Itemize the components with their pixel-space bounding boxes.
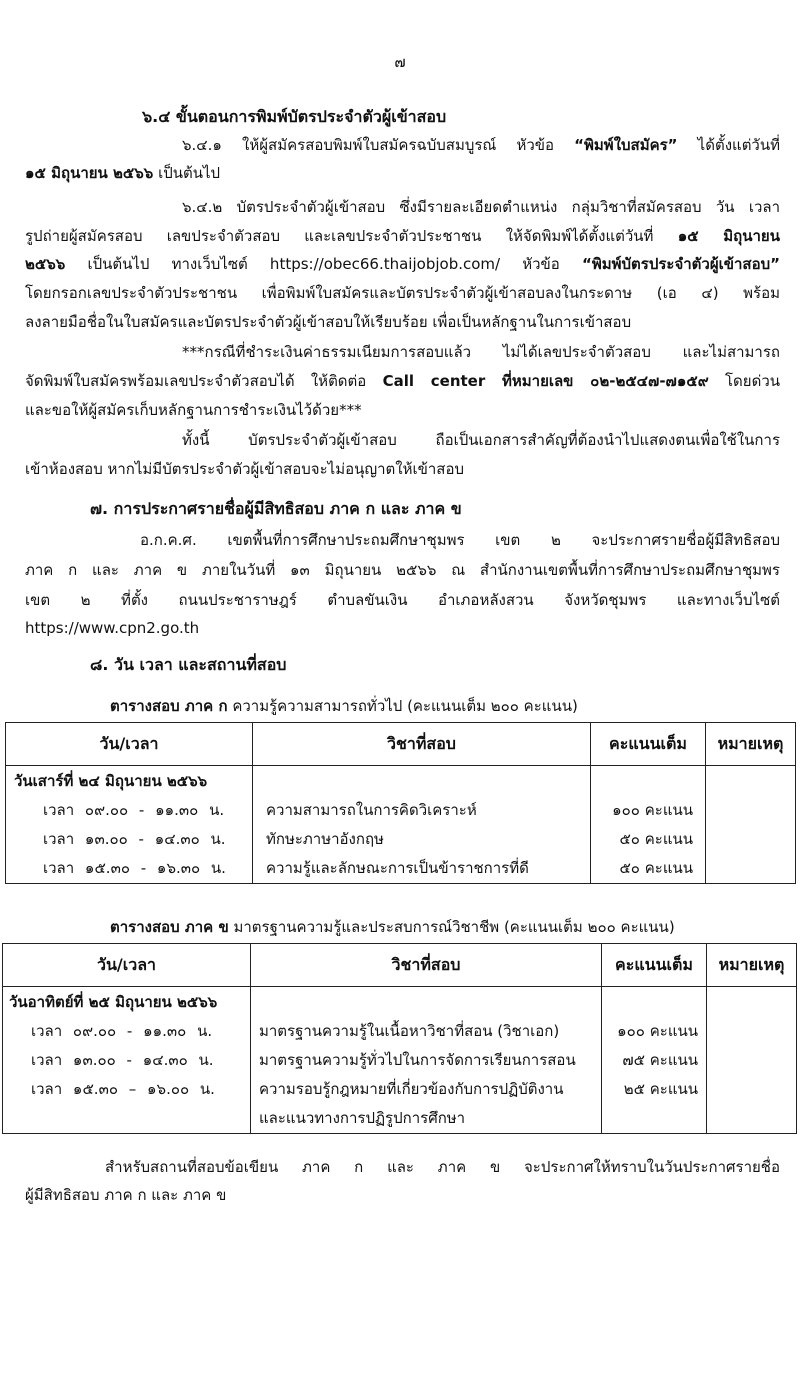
bold-text: “พิมพ์บัตรประจำตัวผู้เข้าสอบ” — [581, 255, 780, 273]
exam-subject: มาตรฐานความรู้ทั่วไปในการจัดการเรียนการสอน — [259, 1051, 576, 1069]
exam-score: ๕๐ คะแนน — [619, 830, 693, 848]
exam-date: วันเสาร์ที่ ๒๔ มิถุนายน ๒๕๖๖ — [14, 772, 208, 790]
exam-time: เวลา ๑๓.๐๐ - ๑๔.๓๐ น. — [31, 1051, 214, 1069]
exam-subject: มาตรฐานความรู้ในเนื้อหาวิชาที่สอน (วิชาเอก) — [259, 1022, 560, 1040]
paragraph-line — [25, 251, 780, 277]
paragraph-line: ภาค ก และ ภาค ข ภายในวันที่ ๑๓ มิถุนายน ๒๕๖๖ ณ สำนักงานเขตพื้นที่การศึกษาประถมศึกษาชุมพร — [25, 561, 780, 579]
date-time-cell — [3, 987, 251, 1134]
remarks-cell — [706, 766, 796, 884]
subject-cell — [253, 766, 591, 884]
exam-subject: ทักษะภาษาอังกฤษ — [266, 830, 384, 848]
table-row — [6, 766, 796, 884]
blank-line — [3, 1104, 250, 1133]
paragraph-line: ๖.๔.๒ บัตรประจำตัวผู้เข้าสอบ ซึ่งมีรายละเอียดตำแหน่ง กลุ่มวิชาที่สมัครสอบ วัน เวลา — [182, 198, 780, 216]
section-heading-7: ๗. การประกาศรายชื่อผู้มีสิทธิสอบ ภาค ก และ ภาค ข — [90, 499, 462, 518]
exam-time: เวลา ๑๕.๓๐ - ๑๖.๓๐ น. — [43, 859, 226, 877]
exam-subject: ความสามารถในการคิดวิเคราะห์ — [266, 801, 477, 819]
exam-score: ๗๕ คะแนน — [622, 1051, 698, 1069]
table-header-row — [3, 944, 797, 987]
paragraph-line: ผู้มีสิทธิสอบ ภาค ก และ ภาค ข — [25, 1186, 227, 1204]
date-time-cell — [6, 766, 253, 884]
paragraph-line — [25, 368, 780, 394]
paragraph-line — [182, 132, 780, 158]
exam-time: เวลา ๐๙.๐๐ - ๑๑.๓๐ น. — [31, 1022, 213, 1040]
text-segment: เป็นต้นไป — [158, 164, 221, 182]
score-cell — [591, 766, 706, 884]
table-caption-part-b — [110, 914, 790, 940]
bold-text: “พิมพ์ใบสมัคร” — [574, 136, 678, 154]
remarks-cell — [707, 987, 797, 1134]
paragraph-line — [25, 160, 780, 186]
text-segment: เป็นต้นไป ทางเว็บไซต์ https://obec66.thaijobjob.com/ หัวข้อ — [87, 255, 560, 273]
text-segment: มาตรฐานความรู้และประสบการณ์วิชาชีพ (คะแนนเต็ม ๒๐๐ คะแนน) — [233, 918, 675, 936]
paragraph-line: อ.ก.ค.ศ. เขตพื้นที่การศึกษาประถมศึกษาชุมพร เขต ๒ จะประกาศรายชื่อผู้มีสิทธิสอบ — [140, 531, 780, 549]
column-header-full-score: คะแนนเต็ม — [602, 944, 707, 987]
column-header-full-score: คะแนนเต็ม — [591, 723, 706, 766]
exam-subject: ความรู้และลักษณะการเป็นข้าราชการที่ดี — [266, 859, 529, 877]
paragraph-line — [25, 223, 780, 249]
paragraph-line: ***กรณีที่ชำระเงินค่าธรรมเนียมการสอบแล้ว ไม่ได้เลขประจำตัวสอบ และไม่สามารถ — [182, 343, 780, 361]
blank-line — [253, 767, 590, 796]
blank-line — [602, 988, 706, 1017]
paragraph-line: โดยกรอกเลขประจำตัวประชาชน เพื่อพิมพ์ใบสมัครและบัตรประจำตัวผู้เข้าสอบลงในกระดาษ (เอ ๔) พร้อม — [25, 284, 780, 302]
subject-cell — [251, 987, 602, 1134]
exam-score: ๑๐๐ คะแนน — [612, 801, 693, 819]
exam-time: เวลา ๐๙.๐๐ - ๑๑.๓๐ น. — [43, 801, 225, 819]
page-number: ๗ — [394, 53, 406, 71]
paragraph-line: สำหรับสถานที่สอบข้อเขียน ภาค ก และ ภาค ข จะประกาศให้ทราบในวันประกาศรายชื่อ — [105, 1158, 780, 1176]
exam-subject-continued: และแนวทางการปฏิรูปการศึกษา — [259, 1109, 466, 1127]
paragraph-line: ลงลายมือชื่อในใบสมัครและบัตรประจำตัวผู้เข้าสอบให้เรียบร้อย เพื่อเป็นหลักฐานในการเข้าสอบ — [25, 313, 632, 331]
column-header-subject: วิชาที่สอบ — [251, 944, 602, 987]
exam-subject: ความรอบรู้กฎหมายที่เกี่ยวข้องกับการปฏิบัติงาน — [259, 1080, 564, 1098]
exam-time: เวลา ๑๓.๐๐ - ๑๔.๓๐ น. — [43, 830, 226, 848]
paragraph-line: ทั้งนี้ บัตรประจำตัวผู้เข้าสอบ ถือเป็นเอกสารสำคัญที่ต้องนำไปแสดงตนเพื่อใช้ในการ — [182, 431, 780, 449]
bold-text: Call center ที่หมายเลข ๐๒-๒๕๔๗-๗๑๕๙ — [382, 372, 709, 390]
column-header-date-time: วัน/เวลา — [3, 944, 251, 987]
text-segment: ๖.๔.๑ ให้ผู้สมัครสอบพิมพ์ใบสมัครฉบับสมบูรณ์ หัวข้อ — [182, 136, 555, 154]
column-header-remarks: หมายเหตุ — [706, 723, 796, 766]
table-row — [3, 987, 797, 1134]
paragraph-line: และขอให้ผู้สมัครเก็บหลักฐานการชำระเงินไว้ด้วย*** — [25, 401, 362, 419]
table-caption-part-a — [110, 693, 780, 719]
exam-score: ๕๐ คะแนน — [619, 859, 693, 877]
exam-score: ๒๕ คะแนน — [623, 1080, 698, 1098]
exam-score: ๑๐๐ คะแนน — [617, 1022, 698, 1040]
bold-text: ตารางสอบ ภาค ก — [110, 697, 228, 715]
paragraph-line: เข้าห้องสอบ หากไม่มีบัตรประจำตัวผู้เข้าสอบจะไม่อนุญาตให้เข้าสอบ — [25, 460, 464, 478]
blank-line — [591, 767, 705, 796]
text-segment: ความรู้ความสามารถทั่วไป (คะแนนเต็ม ๒๐๐ คะแนน) — [232, 697, 578, 715]
bold-text: ๑๕ มิถุนายน — [677, 227, 780, 245]
exam-schedule-table-part-b — [2, 943, 797, 1134]
blank-line — [251, 988, 601, 1017]
score-cell — [602, 987, 707, 1134]
bold-text: ๒๕๖๖ — [25, 255, 66, 273]
column-header-date-time: วัน/เวลา — [6, 723, 253, 766]
bold-text: ๑๕ มิถุนายน ๒๕๖๖ — [25, 164, 154, 182]
exam-date: วันอาทิตย์ที่ ๒๕ มิถุนายน ๒๕๖๖ — [9, 993, 218, 1011]
section-heading-8: ๘. วัน เวลา และสถานที่สอบ — [90, 655, 287, 674]
paragraph-line: เขต ๒ ที่ตั้ง ถนนประชาราษฎร์ ตำบลขันเงิน อำเภอหลังสวน จังหวัดชุมพร และทางเว็บไซต์ — [25, 591, 780, 609]
text-segment: รูปถ่ายผู้สมัครสอบ เลขประจำตัวสอบ และเลขประจำตัวประชาชน ให้จัดพิมพ์ได้ตั้งแต่วันที่ — [25, 227, 654, 245]
table-header-row — [6, 723, 796, 766]
exam-schedule-table-part-a — [5, 722, 796, 884]
text-segment: จัดพิมพ์ใบสมัครพร้อมเลขประจำตัวสอบได้ ให้ติดต่อ — [25, 372, 367, 390]
website-url-text: https://www.cpn2.go.th — [25, 619, 200, 637]
text-segment: ได้ตั้งแต่วันที่ — [697, 136, 780, 154]
text-segment: โดยด่วน — [724, 372, 780, 390]
bold-text: ตารางสอบ ภาค ข — [110, 918, 229, 936]
exam-time: เวลา ๑๕.๓๐ – ๑๖.๐๐ น. — [31, 1080, 215, 1098]
column-header-subject: วิชาที่สอบ — [253, 723, 591, 766]
section-heading-6-4: ๖.๔ ขั้นตอนการพิมพ์บัตรประจำตัวผู้เข้าสอบ — [142, 107, 447, 126]
column-header-remarks: หมายเหตุ — [707, 944, 797, 987]
